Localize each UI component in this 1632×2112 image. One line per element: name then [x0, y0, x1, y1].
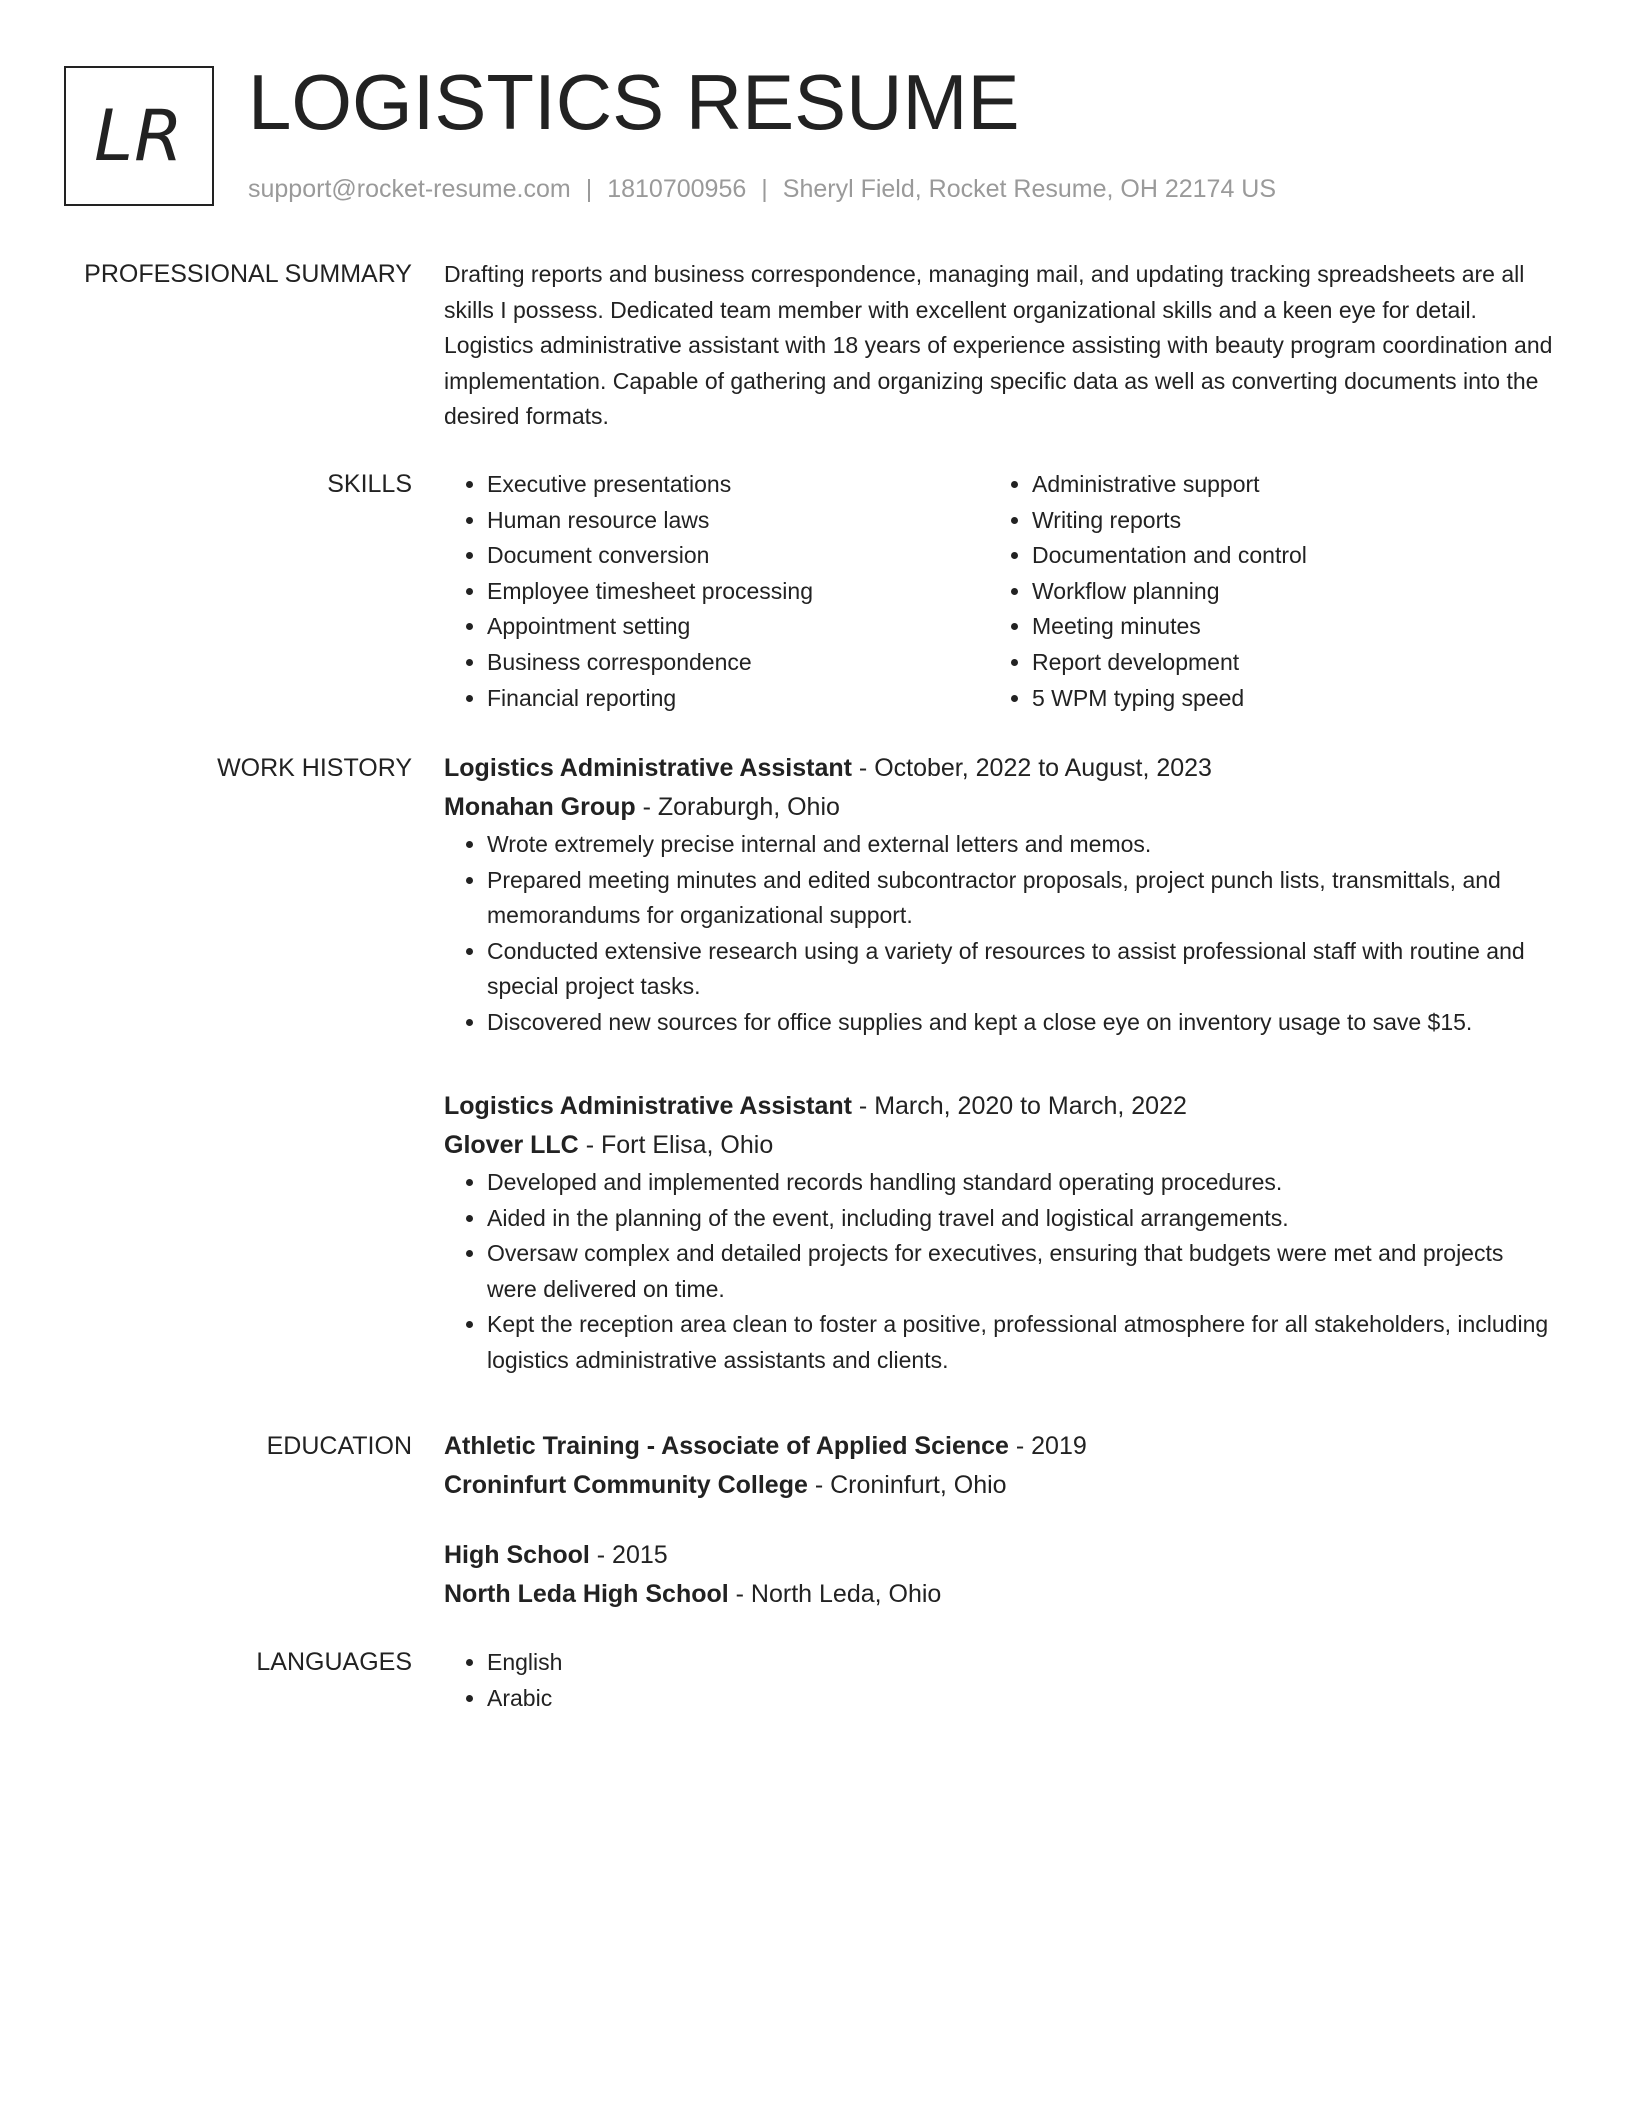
- job-bullets: [444, 827, 1554, 1041]
- contact-address: Sheryl Field, Rocket Resume, OH 22174 US: [782, 175, 1277, 203]
- job-bullet: • Wrote extremely precise internal and external letters and memos.: [487, 827, 1554, 863]
- job-location: - Fort Elisa, Ohio: [578, 1131, 774, 1159]
- monogram-logo: LR: [64, 66, 214, 206]
- skills-column-right: [989, 467, 1534, 716]
- section-label-summary: PROFESSIONAL SUMMARY: [84, 260, 412, 288]
- job-bullet: • Aided in the planning of the event, including travel and logistical arrangements.: [487, 1201, 1554, 1237]
- skill-item: • 5 WPM typing speed: [1032, 681, 1534, 717]
- job-bullet: • Prepared meeting minutes and edited subcontractor proposals, project punch lists, transmittals, and memorandums for organizational support.: [487, 863, 1554, 934]
- job-bullet: • Discovered new sources for office supplies and kept a close eye on inventory usage to save $15.: [487, 1005, 1554, 1041]
- job-company: Glover LLC: [444, 1131, 579, 1159]
- skill-item: • Workflow planning: [1032, 574, 1534, 610]
- contact-phone[interactable]: 1810700956: [607, 175, 747, 203]
- job-bullet: • Developed and implemented records handling standard operating procedures.: [487, 1165, 1554, 1201]
- education-degree: Athletic Training - Associate of Applied Science: [444, 1432, 1009, 1460]
- education-entry: [444, 1536, 1554, 1614]
- education-entry: [444, 1427, 1554, 1505]
- job-title-line: [444, 1087, 1554, 1126]
- language-item: • English: [487, 1645, 1554, 1681]
- summary-body: [444, 257, 1554, 435]
- job-company: Monahan Group: [444, 793, 636, 821]
- skill-item: • Administrative support: [1032, 467, 1534, 503]
- skill-item: • Employee timesheet processing: [487, 574, 989, 610]
- job-title: Logistics Administrative Assistant: [444, 754, 852, 782]
- job-entry: [444, 749, 1554, 1041]
- education-year: - 2019: [1008, 1432, 1087, 1460]
- skills-body: [444, 467, 1554, 716]
- skill-item: • Executive presentations: [487, 467, 989, 503]
- contact-separator: |: [585, 175, 593, 203]
- job-company-line: [444, 788, 1554, 827]
- education-school: Croninfurt Community College: [444, 1471, 808, 1499]
- skills-grid: [444, 467, 1554, 716]
- job-bullet: • Kept the reception area clean to foster a positive, professional atmosphere for all stakeholders, including logistics administrative assistants and clients.: [487, 1307, 1554, 1378]
- job-dates: - March, 2020 to March, 2022: [851, 1092, 1187, 1120]
- section-label-skills: SKILLS: [327, 470, 412, 498]
- summary-text: Drafting reports and business correspondence, managing mail, and updating tracking spreadsheets are all skills I possess. Dedicated team member with excellent organizational skills and a keen eye for detail. Logistics administrative assistant with 18 years of experience assisting with beauty program coordination and implementation. Capable of gathering and organizing specific data as well as converting documents into the desired formats.: [444, 261, 1553, 430]
- languages-body: [444, 1645, 1554, 1716]
- skill-item: • Appointment setting: [487, 609, 989, 645]
- education-degree-line: [444, 1536, 1554, 1575]
- skill-item: • Report development: [1032, 645, 1534, 681]
- education-school-line: [444, 1466, 1554, 1505]
- education-location: - Croninfurt, Ohio: [807, 1471, 1007, 1499]
- job-entry: [444, 1087, 1554, 1379]
- job-location: - Zoraburgh, Ohio: [635, 793, 840, 821]
- job-bullets: [444, 1165, 1554, 1379]
- education-degree: High School: [444, 1541, 590, 1569]
- skill-item: • Financial reporting: [487, 681, 989, 717]
- section-label-languages: LANGUAGES: [256, 1648, 412, 1676]
- skill-item: • Documentation and control: [1032, 538, 1534, 574]
- section-label-work: WORK HISTORY: [217, 754, 412, 782]
- job-company-line: [444, 1126, 1554, 1165]
- skills-column-left: [444, 467, 989, 716]
- skill-item: • Business correspondence: [487, 645, 989, 681]
- education-school: North Leda High School: [444, 1580, 729, 1608]
- skill-item: • Human resource laws: [487, 503, 989, 539]
- job-bullet: • Oversaw complex and detailed projects for executives, ensuring that budgets were met and projects were delivered on time.: [487, 1236, 1554, 1307]
- job-title-line: [444, 749, 1554, 788]
- education-location: - North Leda, Ohio: [728, 1580, 942, 1608]
- education-school-line: [444, 1575, 1554, 1614]
- job-dates: - October, 2022 to August, 2023: [851, 754, 1212, 782]
- education-year: - 2015: [589, 1541, 668, 1569]
- resume-title: LOGISTICS RESUME: [248, 58, 1020, 146]
- skill-item: • Document conversion: [487, 538, 989, 574]
- section-label-education: EDUCATION: [266, 1432, 412, 1460]
- contact-line: [248, 172, 1276, 206]
- job-bullet: • Conducted extensive research using a variety of resources to assist professional staff with routine and special project tasks.: [487, 934, 1554, 1005]
- contact-separator: |: [761, 175, 768, 203]
- skill-item: • Writing reports: [1032, 503, 1534, 539]
- contact-email[interactable]: support@rocket-resume.com: [248, 175, 571, 203]
- job-title: Logistics Administrative Assistant: [444, 1092, 852, 1120]
- skill-item: • Meeting minutes: [1032, 609, 1534, 645]
- education-degree-line: [444, 1427, 1554, 1466]
- language-item: • Arabic: [487, 1681, 1554, 1717]
- languages-list: [444, 1645, 1554, 1716]
